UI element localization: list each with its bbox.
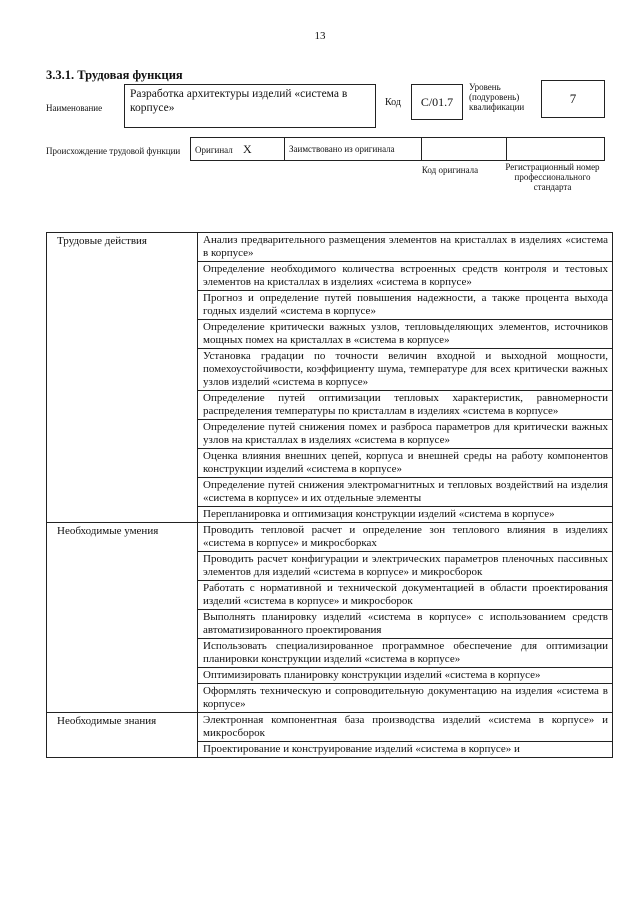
list-item: Оптимизировать планировку конструкции изделий «система в корпусе» xyxy=(198,668,612,684)
group-label: Необходимые знания xyxy=(57,715,157,727)
list-item: Определение путей снижения помех и разброса параметров для критически важных узлов на кристаллах в изделиях «система в корпусе» xyxy=(198,420,612,449)
group-items xyxy=(197,233,612,522)
original-code-cell xyxy=(422,138,507,161)
list-item: Оценка влияния внешних цепей, корпуса и внешней среды на работу компонентов конструкции изделий «система в корпусе» xyxy=(198,449,612,478)
original-code-caption: Код оригинала xyxy=(421,165,479,175)
list-item: Работать с нормативной и технической документацией в области проектирования изделий «система в корпусе» и микросборок xyxy=(198,581,612,610)
list-item: Оформлять техническую и сопроводительную документацию на изделия «система в корпусе» xyxy=(203,685,608,710)
function-name-box: Разработка архитектуры изделий «система в корпусе» xyxy=(124,84,376,128)
origin-table xyxy=(190,137,605,161)
original-label: Оригинал xyxy=(195,144,233,155)
list-item: Определение путей снижения электромагнитных и тепловых воздействий на изделия «система в корпусе» и их отдельные элементы xyxy=(198,478,612,507)
borrowed-label: Заимствовано из оригинала xyxy=(285,138,422,161)
naming-label: Наименование xyxy=(46,103,103,113)
list-item: Проводить тепловой расчет и определение зон теплового влияния в изделиях «система в корпусе» и микросборках xyxy=(198,523,612,552)
list-item: Установка градации по точности величин входной и выходной мощности, помехоустойчивости, коэффициенту шума, температуре для всех критически важных узлов изделий «система в корпусе» xyxy=(198,349,612,391)
page-number: 13 xyxy=(314,30,326,42)
code-label: Код xyxy=(385,97,401,108)
original-mark: X xyxy=(242,141,252,156)
list-item: Использовать специализированное программное обеспечение для оптимизации планировки конструкции изделий «система в корпусе» xyxy=(198,639,612,668)
group-items xyxy=(197,523,612,712)
group-required-skills xyxy=(47,523,612,713)
list-item: Проводить расчет конфигурации и электрических параметров пленочных пассивных элементов для изделий «система в корпусе» и микросборок xyxy=(198,552,612,581)
reg-number-cell xyxy=(507,138,605,161)
group-required-knowledge xyxy=(47,713,612,757)
list-item: Электронная компонентная база производства изделий «система в корпусе» и микросборок xyxy=(198,713,612,742)
section-title: 3.3.1. Трудовая функция xyxy=(46,68,183,82)
original-cell xyxy=(191,138,285,161)
list-item: Определение путей оптимизации тепловых характеристик, равномерности распределения температуры по кристаллам в изделиях «система в корпусе» xyxy=(198,391,612,420)
group-items xyxy=(197,713,612,757)
function-details-table xyxy=(46,232,613,758)
code-value-box: С/01.7 xyxy=(411,84,463,120)
list-item: Прогноз и определение путей повышения надежности, а также процента выхода годных изделий «система в корпусе» xyxy=(198,291,612,320)
list-item: Определение критически важных узлов, тепловыделяющих элементов, источников мощных помех на кристаллах в «система в корпусе» xyxy=(198,320,612,349)
level-label: Уровень (подуровень) квалификации xyxy=(469,82,525,112)
reg-number-caption: Регистрационный номер профессионального стандарта xyxy=(505,162,600,192)
list-item: Анализ предварительного размещения элементов на кристаллах в изделиях «система в корпусе» xyxy=(198,233,612,262)
list-item: Определение необходимого количества встроенных средств контроля и тестовых элементов на кристаллах в изделиях «система в корпусе» xyxy=(198,262,612,291)
level-value-box: 7 xyxy=(541,80,605,118)
list-item: Выполнять планировку изделий «система в корпусе» с использованием средств автоматизированного проектирования xyxy=(198,610,612,639)
list-item: Проектирование и конструирование изделий «система в корпусе» и xyxy=(203,743,520,755)
origin-label: Происхождение трудовой функции xyxy=(46,146,181,156)
list-item: Перепланировка и оптимизация конструкции изделий «система в корпусе» xyxy=(203,508,555,520)
group-label: Трудовые действия xyxy=(57,235,147,247)
group-labor-actions xyxy=(47,233,612,523)
group-label: Необходимые умения xyxy=(57,525,159,537)
